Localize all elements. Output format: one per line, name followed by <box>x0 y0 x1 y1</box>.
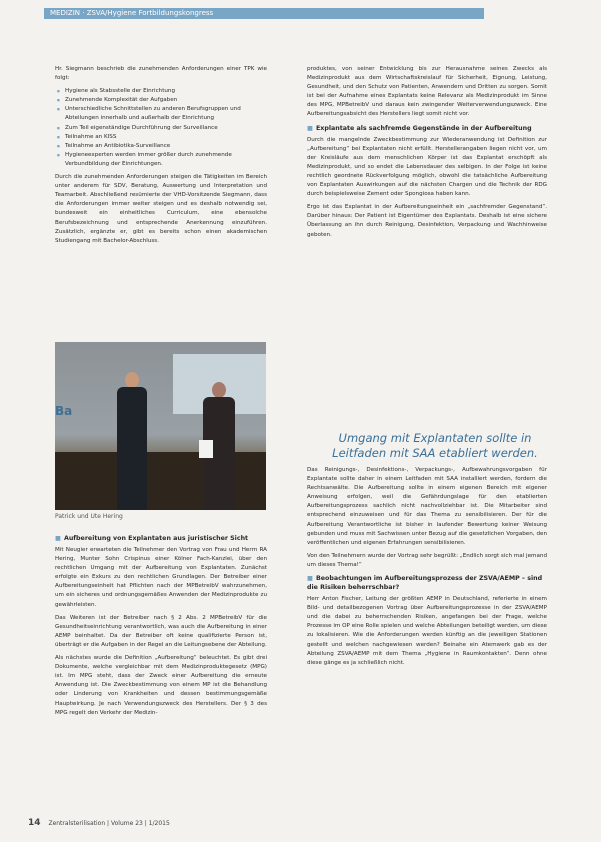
page-footer <box>28 818 170 828</box>
right-column <box>307 65 547 244</box>
section-header: MEDIZIN · ZSVA/Hygiene Fortbildungskongress <box>44 8 484 19</box>
speaker-male <box>117 372 147 510</box>
right-column-lower <box>307 466 547 672</box>
list-item: ■ Hygieneexperten werden immer größer durch zunehmende Verbundbildung der Einrichtungen. <box>65 151 267 169</box>
body-paragraph: Durch die zunehmenden Anforderungen steigen die Tätigkeiten im Bereich unter anderem für SDV, Beratung, Auswertung und Interpretation und Teamarbeit. Abschließend resümierte der VHD-Vorsitzende Siegmann, dass die Anforderungen immer weiter steigen und es deshalb notwendig sei, bundesweit ein einheitliches Curriculum, eine ebensolche Berufsbezeichnung und entsprechende Anerkennung einzuführen. Zusätzlich, ergänzte er, gibt es bereits schon einen akademischen Studiengang mit Bachelor-Abschluss. <box>55 174 267 244</box>
list-item: ■ Teilnahme an KISS <box>65 133 267 142</box>
photo-banner: Ba <box>55 404 73 418</box>
list-item: ■ Unterschiedliche Schnittstellen zu anderen Berufsgruppen und Abteilungen innerhalb und außerhalb der Einrichtung <box>65 105 267 123</box>
body-paragraph: Herr Anton Fischer, Leitung der größten AEMP in Deutschland, referierte in einem Bild- und detailbezogenen Vortrag über Aufbereitungsprozesse in der ZSVA/AEMP und die dabei zu beherrschenden Risiken, angefangen bei der Frage, welche Prozesse im OP eine Rolle spielen und welche Abteilungen beteiligt werden, um diese zu lokalisieren. Wie die Anforderungen werden künftig an die jeweiligen Stationen gestellt und welchen nachgewiesen werden? Beinahe ein Atemwerk gab es der Abteilung ZSVA/AEMP mit dem Thema „Hygiene in Raumkontakten“. Denn ohne diese gänge es ja schließlich nicht. <box>307 596 547 666</box>
requirements-list <box>55 87 267 169</box>
left-column <box>55 65 267 250</box>
pull-quote: Umgang mit Explantaten sollte in Leitfaden mit SAA etabliert werden. <box>332 431 538 460</box>
list-item: ■ Zunehmende Komplexität der Aufgaben <box>65 96 267 105</box>
journal-info: Zentralsterilisation | Volume 23 | 1/2015 <box>48 820 170 827</box>
body-paragraph: produktes, von seiner Entwicklung bis zur Herausnahme seines Zwecks als Medizinprodukt aus dem Wirtschaftskreislauf für Sicherheit, Eignung, Leistung, Gesundheit, und den Schutz von Patienten, Anwendern und Dritten zu sorgen. Somit ist bei der Aufnahme eines Explantats keine Relevanz als Medizinprodukt im Sinne des MPG, MPBetreibV und daraus kein zwingender Weiterverwendungszweck. Eine Aufbereitungsabsicht des Herstellers liegt somit nicht vor. <box>307 66 547 118</box>
section-heading: ■ Beobachtungen im Aufbereitungsprozess der ZSVA/AEMP – sind die Risiken beherrschbar? <box>307 575 543 592</box>
list-item: ■ Zum Teil eigenständige Durchführung der Surveillance <box>65 124 267 133</box>
left-column-lower <box>55 530 267 722</box>
intro-paragraph: Hr. Siegmann beschrieb die zunehmenden Anforderungen einer TPK wie folgt: <box>55 66 267 82</box>
speakers-photo <box>55 342 266 510</box>
photo-caption: Patrick und Ute Hering <box>55 513 123 520</box>
body-paragraph: Als nächstes wurde die Definition „Aufbereitung“ beleuchtet. Es gibt drei Dokumente, welche vergleichbar mit dem Medizinproduktegesetz (MPG) ist. Im MPG steht, dass der Zweck einer Aufbereitung die erneute Anwendung ist. Die Zweckbestimmung von einem MP ist die Behandlung oder Linderung von Krankheiten und dessen bestimmungsgemäße Hauptwirkung. Je nach Verwendungszweck des Herstellers. Der § 3 des MPG regelt den Verkehr der Medizin- <box>55 655 267 716</box>
section-heading: ■ Explantate als sachfremde Gegenstände in der Aufbereitung <box>307 124 532 132</box>
body-paragraph: Mit Neugier erwarteten die Teilnehmer den Vortrag von Frau und Herrn RA Hering, Munter Sohn Crispinus einer Kölner Fach-Kanzlei, über den rechtlichen Umgang mit der Aufbereitung von Explantaten. Zunächst erfolgte ein Exkurs zu den rechtlichen Grundlagen. Der Betreiber einer Aufbereitungseinheit hat Pflichten nach der MPBetreibV wahrzunehmen, um ein sicheres und ordnungsgemäßes Anwenden der Medizinprodukte zu gewährleisten. <box>55 547 267 608</box>
body-paragraph: Das Reinigungs-, Desinfektions-, Verpackungs-, Aufbewahrungsvorgaben für Explantate sollte daher in einem Leitfaden mit SAA installiert werden, fordern die Rechtsanwälte. Die Aufbereitung sollte in einem eigenen Bereich mit eigener Anweisung erfolgen, weil die Gefährdungslage für den etablierten Aufbereitungsprozess sachlich nicht nachvollziehbar ist. Die Mitarbeiter sind entsprechend einzuweisen und für das Thema zu sensibilisieren. Der für die Aufbereitung Verantwortliche ist bisher in laufender Bewertung keiner Weisung gebunden und muss mit Sachwissen unter Bezug auf die gesetzlichen Vorgaben, den veröffentlichen und eigenen Erfahrungen sensibilisieren. <box>307 467 547 546</box>
body-paragraph: Ergo ist das Explantat in der Aufbereitungseinheit ein „sachfremder Gegenstand“. Darüber hinaus: Der Patient ist Eigentümer des Explantats. Deshalb ist eine sichere Überlassung an ihn durch Reinigung, Desinfektion, Verpackung und Wachhinweise geboten. <box>307 204 547 238</box>
body-paragraph: Von den Teilnehmern wurde der Vortrag sehr begrüßt: „Endlich sorgt sich mal jemand um dieses Thema!“ <box>307 552 547 568</box>
page-number: 14 <box>28 818 41 828</box>
section-heading: ■ Aufbereitung von Explantaten aus juristischer Sicht <box>55 535 249 542</box>
body-paragraph: Das Weiteren ist der Betreiber nach § 2 Abs. 2 MPBetreibV für die Gesundheitseinrichtung verantwortlich, was auch die Aufbereitung in einer AEMP beinhaltet. Da der Betreiber oft keine qualifizierte Person ist, überträgt er die Aufgaben in der Regel an die Leitungsebene der Abteilung. <box>55 614 267 648</box>
body-paragraph: Durch die mangelnde Zweckbestimmung zur Wiederanwendung ist Definition zur „Aufbereitung“ bei Explantaten nicht erfüllt. Herstellerangaben liegen nicht vor, um der Kreisläufe aus dem menschlichen Körper ist das Explantat erschöpft als Medizinprodukt, und so endet die Lebensdauer des selbigen. In der Folge ist keine rechtlich geordnete Rückverfolgung möglich, obwohl die tatsächliche Aufbereitung von Explantaten Auswirkungen auf die nächsten Chargen und die Technik der RDG durch beispielsweise Zement oder Spongiosa haben kann. <box>307 136 547 198</box>
list-item: ■ Teilnahme an Antibiotika-Surveillance <box>65 142 267 151</box>
list-item: ■ Hygiene als Stabsstelle der Einrichtung <box>65 87 267 96</box>
speaker-female <box>203 382 235 510</box>
